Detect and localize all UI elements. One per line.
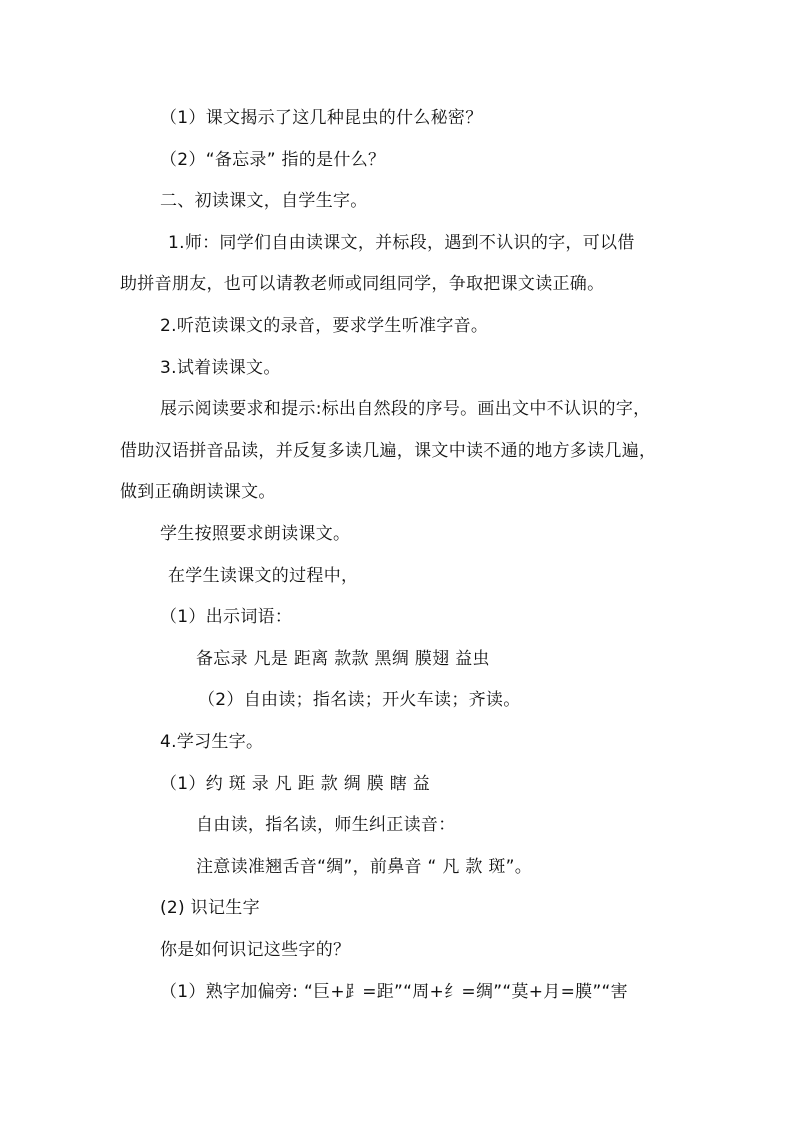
correct-pronunciation: 自由读，指名读，师生纠正读音： xyxy=(196,815,456,835)
reading-requirements-line-1: 展示阅读要求和提示:标出自然段的序号。画出文中不认识的字， xyxy=(160,399,651,419)
radical-method: （1）熟字加偏旁: “巨+⻊=距”“周+纟=绸”“莫+月=膜”“害 xyxy=(160,982,628,1002)
reading-methods: （2）自由读；指名读；开火车读；齐读。 xyxy=(198,690,521,710)
reading-requirements-line-3: 做到正确朗读课文。 xyxy=(120,482,276,502)
step-1-line-1: 1.师：同学们自由读课文，并标段，遇到不认识的字，可以借 xyxy=(168,233,635,253)
step-3: 3.试着读课文。 xyxy=(160,358,281,378)
reading-requirements-line-2: 借助汉语拼音品读，并反复多读几遍，课文中读不通的地方多读几遍， xyxy=(120,441,657,461)
character-list: （1）约 斑 录 凡 距 款 绸 膜 瞎 益 xyxy=(160,774,431,794)
process-intro: 在学生读课文的过程中， xyxy=(168,566,359,586)
memorize-question: 你是如何识记这些字的？ xyxy=(160,940,351,960)
question-2: （2）“备忘录” 指的是什么？ xyxy=(160,150,386,170)
pronunciation-note: 注意读准翘舌音“绸”，前鼻音 “ 凡 款 斑”。 xyxy=(196,857,533,877)
step-2: 2.听范读课文的录音，要求学生听准字音。 xyxy=(160,316,489,336)
section-heading: 二、初读课文，自学生字。 xyxy=(160,191,368,211)
word-list: 备忘录 凡是 距离 款款 黑绸 膜翅 益虫 xyxy=(196,649,490,669)
step-4: 4.学习生字。 xyxy=(160,732,264,752)
step-1-line-2: 助拼音朋友，也可以请教老师或同组同学，争取把课文读正确。 xyxy=(120,274,605,294)
show-words: （1）出示词语： xyxy=(160,607,293,627)
question-1: （1）课文揭示了这几种昆虫的什么秘密？ xyxy=(160,108,483,128)
memorize-heading: (2) 识记生字 xyxy=(160,898,260,918)
student-activity: 学生按照要求朗读课文。 xyxy=(160,524,351,544)
